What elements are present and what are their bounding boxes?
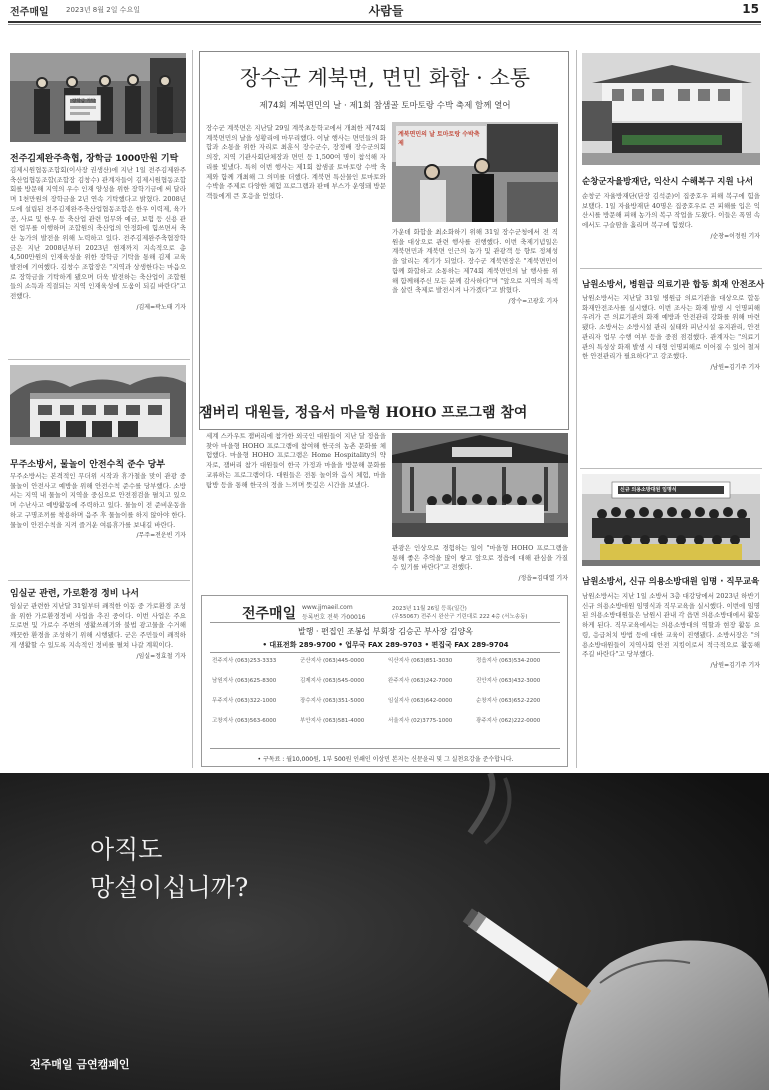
scholarship-photo-caption: 장학금 기탁 bbox=[72, 99, 96, 104]
article-divider bbox=[8, 580, 190, 581]
header-date: 2023년 8월 2일 수요일 bbox=[66, 6, 140, 14]
namwon-fire-byline: /남원=김기주 기자 bbox=[710, 363, 760, 371]
campaign-line-1: 아직도 bbox=[90, 835, 163, 864]
jamboree-body-text: 세계 스카우트 잼버리에 참가한 외국인 대원들이 지난 달 정읍을 찾아 마을형 HOHO 프로그램에 참여해 한국의 농촌 문화를 체험했다. 마을형 HOHO 프로그램은 Home Hospitality의 약자로, 잼버리 참가 대원들이 한국 가정과 마을을 방문해 문화를 교류하는 프로그램이다. 대원들은 전통 놀이와 음식 체험, 마을 탐방 등을 통해 한국의 정을 느끼며 뜻깊은 시간을 보냈다. bbox=[206, 432, 386, 489]
bureau-entry: 부안지사 (063)581-4000 bbox=[300, 718, 365, 724]
anti-smoking-campaign-banner bbox=[0, 773, 769, 1090]
sunchang-body bbox=[582, 192, 760, 262]
bureau-entry: 무주지사 (063)322-1000 bbox=[212, 698, 277, 704]
muju-fire-body bbox=[10, 472, 186, 572]
header-rule bbox=[8, 21, 761, 23]
bureau-entry: 완주지사 (063)242-7000 bbox=[388, 678, 453, 684]
masthead-box bbox=[201, 595, 568, 767]
masthead-rule bbox=[210, 622, 560, 623]
article-divider bbox=[580, 268, 762, 269]
masthead-registration: 등록번호 전북 가00016 bbox=[302, 614, 366, 621]
masthead-rule bbox=[210, 748, 560, 749]
jangsu-body-left bbox=[206, 124, 386, 386]
namwon-volunteer-body-text: 남원소방서는 지난 1일 소방서 3층 대강당에서 2023년 하반기 신규 의용소방대원 임명식과 직무교육을 실시했다. 이번에 임명된 의용소방대원들은 남원시 관내 각 읍면 의용소방대에서 활동하게 된다. 직무교육에서는 의용소방대의 역할과 현장 활동 요령, 응급처치 방법 등에 대한 교육이 진행됐다. 소방서장은 "의용소방대원들이 지역사회 안전 지킴이로서 적극적으로 활동해주길 바란다"고 당부했다. bbox=[582, 592, 760, 659]
imsil-headline: 임실군 관련, 가로환경 정비 나서 bbox=[10, 589, 139, 599]
imsil-body bbox=[10, 602, 186, 764]
bureau-entry: 임실지사 (063)642-0000 bbox=[388, 698, 453, 704]
jamboree-body-right bbox=[392, 544, 568, 588]
jangsu-title: 장수군 계북면, 면민 화합 · 소통 bbox=[239, 66, 531, 90]
header-page-number: 15 bbox=[742, 2, 759, 16]
sunchang-body-text: 순창군 자율방재단(단장 김석준)이 집중호우 피해 복구에 힘을 보탰다. 1일 자율방재단 40명은 집중호우로 큰 피해를 입은 익산시를 방문해 피해 농가의 복구 작업을 도왔다. 이들은 폭염 속에서도 구슬땀을 흘리며 복구에 힘썼다. bbox=[582, 192, 760, 230]
bureau-entry: 정읍지사 (063)534-2000 bbox=[476, 658, 541, 664]
muju-fire-byline: /무주=전운빈 기자 bbox=[136, 532, 186, 540]
column-divider bbox=[192, 50, 193, 768]
bureau-entry: 순창지사 (063)652-2200 bbox=[476, 698, 541, 704]
namwon-volunteer-photo-caption: 신규 의용소방대원 임명식 bbox=[620, 487, 677, 493]
bureau-entry: 장수지사 (063)351-5000 bbox=[300, 698, 365, 704]
namwon-volunteer-body bbox=[582, 592, 760, 764]
masthead-staff: 발행 · 편집인 조봉섭 부회장 김승곤 부사장 김양옥 bbox=[298, 627, 473, 636]
imsil-byline: /임실=정효철 기자 bbox=[136, 652, 186, 660]
campaign-line-2: 망설이십니까? bbox=[90, 873, 249, 902]
jamboree-body-right-text: 관광은 인상으로 경험하는 일이 "마을형 HOHO 프로그램을 통해 좋은 추억을 많이 쌓고 앞으로 정읍에 대해 관심을 가질 수 있기를 바란다"고 전했다. bbox=[392, 544, 568, 572]
page-header bbox=[8, 3, 761, 19]
scholarship-photo bbox=[10, 53, 186, 142]
masthead-url[interactable]: www.jjmaeil.com bbox=[302, 604, 353, 611]
jamboree-byline: /정읍=김대열 기자 bbox=[518, 575, 568, 583]
jangsu-subtitle: 제74회 계북면민의 날 · 제1회 참샘골 토마토랑 수박 축제 함께 열어 bbox=[259, 101, 511, 111]
article-divider bbox=[8, 359, 190, 360]
bureau-entry: 서울지사 (02)3775-1000 bbox=[388, 718, 453, 724]
scholarship-body-text: 김제시원협동조합회(이사장 권생산)에 지난 1일 전주김제완주축산업협동조합(조합장 김창수) 관계자들이 김제시원협동조합회를 방문해 지역의 우수 인재 양성을 위한 장학기금에 써 달라며 1천만원의 장학금을 2년 연속 기탁했다고 밝혔다. 2008년도에 설립된 전주김제완주축산업협동조합은 한우 이력제, 육가공, 사료 및 한우 등 축산업 관련 업무와 예금, 보험 등 신용 관련 업무를 이행하며 조합원의 축산업의 안정화에 힘쓰면서 축산 농가의 발전을 위해 노력하고 있다. 전주김제완주축협장학금은 지난 2008년부터 2023년 현재까지 지속적으로 총 4,500만원의 인재육성을 위한 장학금 기탁을 통해 김제 교육발전에 기여했다. 김창수 조합장은 "지역과 상생한다는 마음으로 장학금을 기탁하게 됐으며 더욱 발전하는 축산업이 조합원들의 소득과 직결되는 지역 인재육성에 도움이 되길 바란다"고 전했다. bbox=[10, 166, 186, 301]
muju-fire-station-photo bbox=[10, 365, 186, 445]
bureau-entry: 고창지사 (063)563-6000 bbox=[212, 718, 277, 724]
masthead-title: 전주매일 bbox=[242, 606, 297, 622]
jamboree-title: 잼버리 대원들, 정읍서 마을형 HOHO 프로그램 참여 bbox=[199, 405, 528, 421]
namwon-fire-body-text: 남원소방서는 지난달 31일 병원급 의료기관을 대상으로 합동 화재안전조사를 실시했다. 이번 조사는 화재 발생 시 인명피해 우려가 큰 의료기관의 화재 예방과 안전관리 강화를 위해 마련됐다. 소방서는 소방시설 관리 실태와 피난시설 유지관리, 안전관리자 업무 수행 여부 등을 중점 점검했다. 관계자는 "의료기관의 특성상 화재 발생 시 대형 인명피해로 이어질 수 있어 철저한 안전관리가 필요하다"고 강조했다. bbox=[582, 294, 760, 361]
muju-fire-body-text: 무주소방서는 본격적인 무더위 시작과 휴가철을 맞이 관광 중 물놀이 안전사고 예방을 위해 안전수칙 준수를 당부했다. 소방서는 지역 내 물놀이 지역을 중심으로 안전점검을 펼치고 있으며 수난사고 예방활동에 주력하고 있다. 물놀이 전 준비운동을 하고 구명조끼를 착용하며 음주 후 물놀이를 하지 않아야 한다. 물놀이 안전수칙을 지켜 즐거운 여름휴가를 보내길 바란다. bbox=[10, 472, 186, 529]
jangsu-photo-caption: 계북면민의 날 토마토랑 수박축제 bbox=[398, 131, 480, 147]
sunchang-headline: 순창군자율방재단, 익산시 수해복구 지원 나서 bbox=[582, 177, 754, 187]
campaign-footer: 전주매일 금연캠페인 bbox=[30, 1058, 130, 1071]
jamboree-photo bbox=[392, 433, 568, 537]
muju-fire-headline: 무주소방서, 물놀이 안전수칙 준수 당부 bbox=[10, 460, 166, 470]
bureau-entry: 군산지사 (063)445-0000 bbox=[300, 658, 365, 664]
header-section: 사람들 bbox=[368, 4, 404, 18]
masthead-rule bbox=[210, 652, 560, 653]
bureau-entry: 진안지사 (063)432-3000 bbox=[476, 678, 541, 684]
sunchang-byline: /순창=이정원 기자 bbox=[710, 232, 760, 240]
header-brand: 전주매일 bbox=[10, 7, 49, 18]
jangsu-byline: /장수=고광호 기자 bbox=[508, 297, 558, 305]
jangsu-body-right-text: 가운데 화합을 최소화하기 위해 31일 장수군청에서 전 직원을 대상으로 관련 행사를 진행했다. 이번 축제기념일은 계북면민과 계북면 인근의 농가 및 관광객 등 향토 정체성을 알리는 계기가 되었다. 장수군 계북면장은 "계북면민이 함께 화합하고 소통하는 제74회 계북면민의 날 행사를 위해 함께해주신 모든 분께 감사하다"며 "앞으로 지역의 특색을 살린 축제로 발전시켜 나가겠다"고 밝혔다. bbox=[392, 228, 558, 295]
bureau-entry: 남원지사 (063)625-8300 bbox=[212, 678, 277, 684]
namwon-volunteer-photo bbox=[582, 474, 760, 566]
bureau-entry: 김제지사 (063)545-0000 bbox=[300, 678, 365, 684]
masthead-reg-date: 2023년 11월 26일 등록(일간) bbox=[392, 606, 467, 612]
namwon-volunteer-headline: 남원소방서, 신규 의용소방대원 임명 · 직무교육 bbox=[582, 577, 760, 587]
cigarette-image bbox=[0, 773, 769, 1090]
jamboree-body-left bbox=[206, 432, 386, 590]
bureau-entry: 익산지사 (063)851-3030 bbox=[388, 658, 453, 664]
namwon-fire-body bbox=[582, 294, 760, 464]
bureau-entry: 전주지사 (063)253-3333 bbox=[212, 658, 277, 664]
bureau-entry: 광주지사 (062)222-0000 bbox=[476, 718, 541, 724]
masthead-address: (우55067) 전주시 완산구 기린대로 222 4층 (서노송동) bbox=[392, 614, 528, 620]
column-divider bbox=[576, 50, 577, 768]
jangsu-body-text: 장수군 계북면은 지난달 29일 계북초등학교에서 개최한 제74회 계북면민의 날을 성황리에 마무리했다. 이날 행사는 면민들의 화합과 소통을 위한 자리로 최훈식 장수군수, 장정배 장수군의회 의장, 지역 기관사회단체장과 면민 등 1,500여 명이 참석해 자리를 빛냈다. 특히 이번 행사는 제1회 참샘골 토마토랑 수박 축제와 함께 개최해 그 의미를 더했다. 계북면 특산물인 토마토와 수박을 주제로 다양한 체험 프로그램과 판매 부스가 운영돼 방문객들에게 큰 호응을 얻었다. bbox=[206, 124, 386, 200]
imsil-body-text: 임실군 관련한 지난달 31일부터 쾌적한 이동 중 가로환경 조성을 위한 가로환경정비 사업을 추진 중이다. 이번 사업은 주요 도로변 및 가로수 주변의 생활쓰레기와 불법 광고물을 수거해 깨끗한 환경을 조성하기 위해 시행됐다. 군은 주민들이 쾌적하게 생활할 수 있도록 지속적인 정비를 펼쳐 나갈 계획이다. bbox=[10, 602, 186, 649]
masthead-footer: • 구독료 : 월10,000원, 1부 500원 인쇄인 이상민 본지는 신문윤리 및 그 실천요강을 준수합니다. bbox=[257, 756, 514, 763]
scholarship-byline: /김제=곽노태 기자 bbox=[136, 303, 186, 311]
namwon-volunteer-byline: /남원=김기주 기자 bbox=[710, 661, 760, 669]
jangsu-festival-photo bbox=[392, 122, 558, 222]
sunchang-photo bbox=[582, 53, 760, 165]
scholarship-headline: 전주김제완주축협, 장학금 1000만원 기탁 bbox=[10, 154, 179, 164]
namwon-fire-headline: 남원소방서, 병원급 의료기관 합동 회재 안전조사 bbox=[582, 280, 765, 290]
masthead-phones: • 대표전화 289-9700 • 업무국 FAX 289-9703 • 편집국 FAX 289-9704 bbox=[262, 641, 509, 649]
article-divider bbox=[580, 468, 762, 469]
jangsu-body-right bbox=[392, 228, 558, 386]
header-rule-thin bbox=[8, 24, 761, 25]
scholarship-body bbox=[10, 166, 186, 354]
